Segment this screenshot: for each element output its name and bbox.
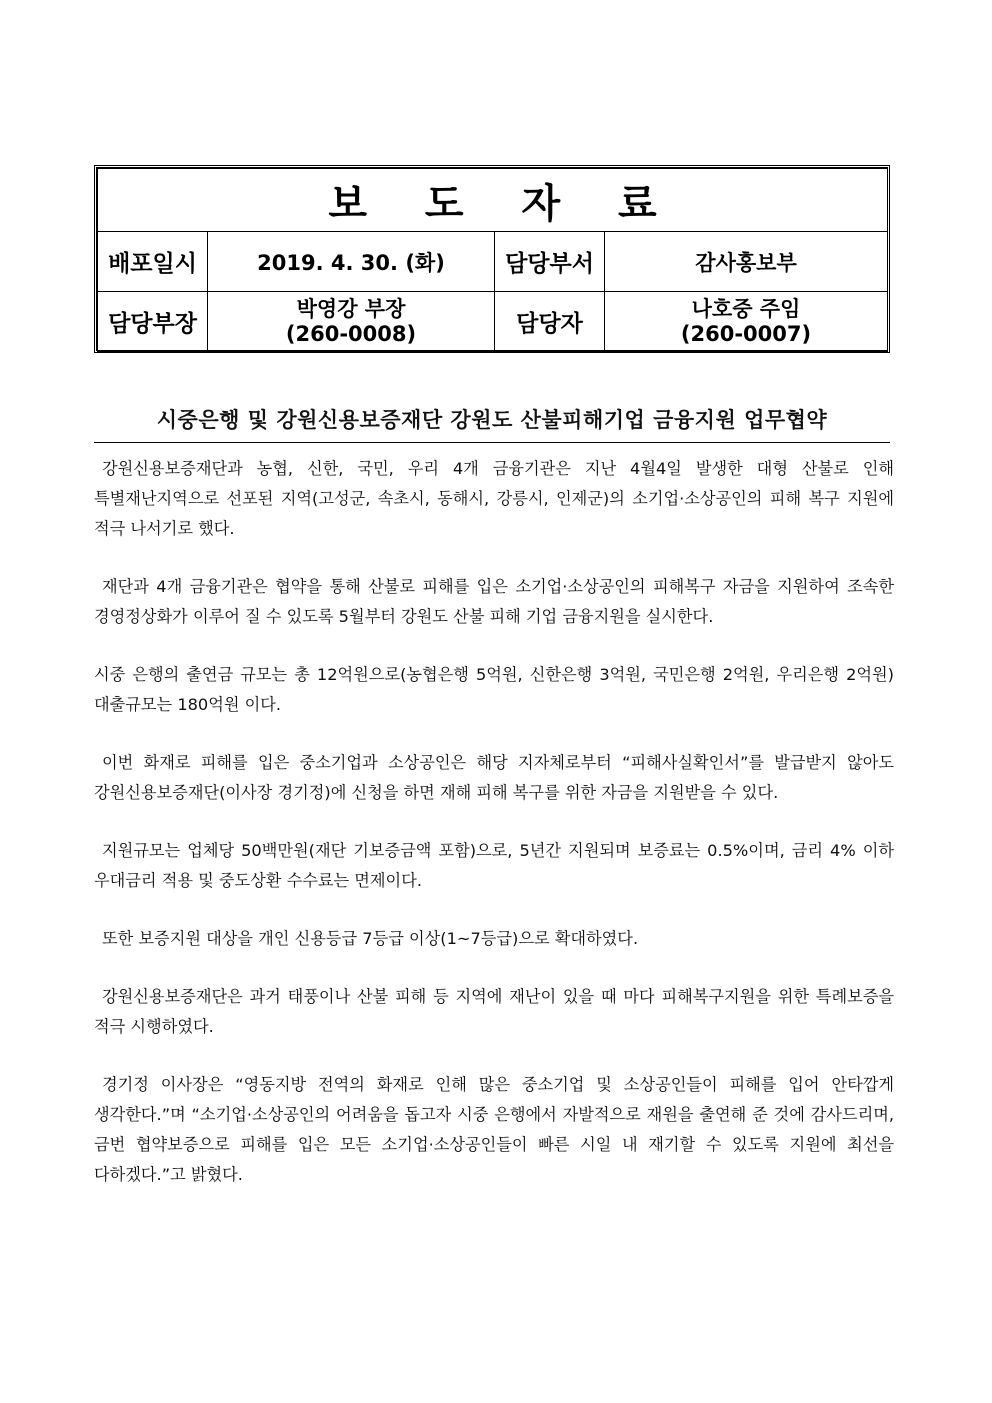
department-value: 감사홍보부 <box>605 232 888 292</box>
release-date-value: 2019. 4. 30. (화) <box>208 232 495 292</box>
paragraph-3: 시중 은행의 출연금 규모는 총 12억원으로(농협은행 5억원, 신한은행 3억원, 국민은행 2억원, 우리은행 2억원) 대출규모는 180억원 이다. <box>94 665 894 714</box>
article-headline: 시중은행 및 강원신용보증재단 강원도 산불피해기업 금융지원 업무협약 <box>156 407 828 432</box>
manager-name: 박영강 부장 <box>296 296 406 321</box>
contact-cell <box>605 292 888 352</box>
paragraph-6: 또한 보증지원 대상을 개인 신용등급 7등급 이상(1~7등급)으로 확대하였다. <box>102 929 639 948</box>
headline-divider <box>94 442 890 443</box>
manager-cell <box>208 292 495 352</box>
press-release-info-table <box>97 168 888 352</box>
paragraph-8: 경기정 이사장은 “영동지방 전역의 화재로 인해 많은 중소기업 및 소상공인들이 피해를 입어 안타깝게 생각한다.”며 “소기업·소상공인의 어려움을 돕고자 시중 은행에서 자발적으로 재원을 출연해 준 것에 감사드리며, 금번 협약보증으로 피해를 입은 모든 소기업·소상공인들이 빠른 시일 내 재기할 수 있도록 지원에 최선을 다하겠다.”고 밝혔다. <box>94 1075 894 1184</box>
contact-label: 담당자 <box>495 292 605 352</box>
press-release-header-box <box>94 165 890 353</box>
document-title: 보 도 자 료 <box>98 169 888 232</box>
department-label: 담당부서 <box>495 232 605 292</box>
paragraph-1: 강원신용보증재단과 농협, 신한, 국민, 우리 4개 금융기관은 지난 4월4일 발생한 대형 산불로 인해 특별재난지역으로 선포된 지역(고성군, 속초시, 동해시, 강릉시, 인제군)의 소기업·소상공인의 피해 복구 지원에 적극 나서기로 했다. <box>94 459 894 538</box>
release-date-label: 배포일시 <box>98 232 208 292</box>
paragraph-4: 이번 화재로 피해를 입은 중소기업과 소상공인은 해당 지자체로부터 “피해사실확인서”를 발급받지 않아도 강원신용보증재단(이사장 경기정)에 신청을 하면 재해 피해 복구를 위한 자금을 지원받을 수 있다. <box>94 753 894 802</box>
manager-label: 담당부장 <box>98 292 208 352</box>
manager-phone: (260-0008) <box>285 321 417 346</box>
paragraph-7: 강원신용보증재단은 과거 태풍이나 산불 피해 등 지역에 재난이 있을 때 마다 피해복구지원을 위한 특례보증을 적극 시행하였다. <box>94 987 894 1036</box>
article-body <box>94 454 894 1218</box>
paragraph-5: 지원규모는 업체당 50백만원(재단 기보증금액 포함)으로, 5년간 지원되며 보증료는 0.5%이며, 금리 4% 이하 우대금리 적용 및 중도상환 수수료는 면제이다. <box>94 841 894 890</box>
contact-name: 나호중 주임 <box>691 296 801 321</box>
contact-phone: (260-0007) <box>680 321 812 346</box>
paragraph-2: 재단과 4개 금융기관은 협약을 통해 산불로 피해를 입은 소기업·소상공인의 피해복구 자금을 지원하여 조속한 경영정상화가 이루어 질 수 있도록 5월부터 강원도 산불 피해 기업 금융지원을 실시한다. <box>94 577 894 626</box>
